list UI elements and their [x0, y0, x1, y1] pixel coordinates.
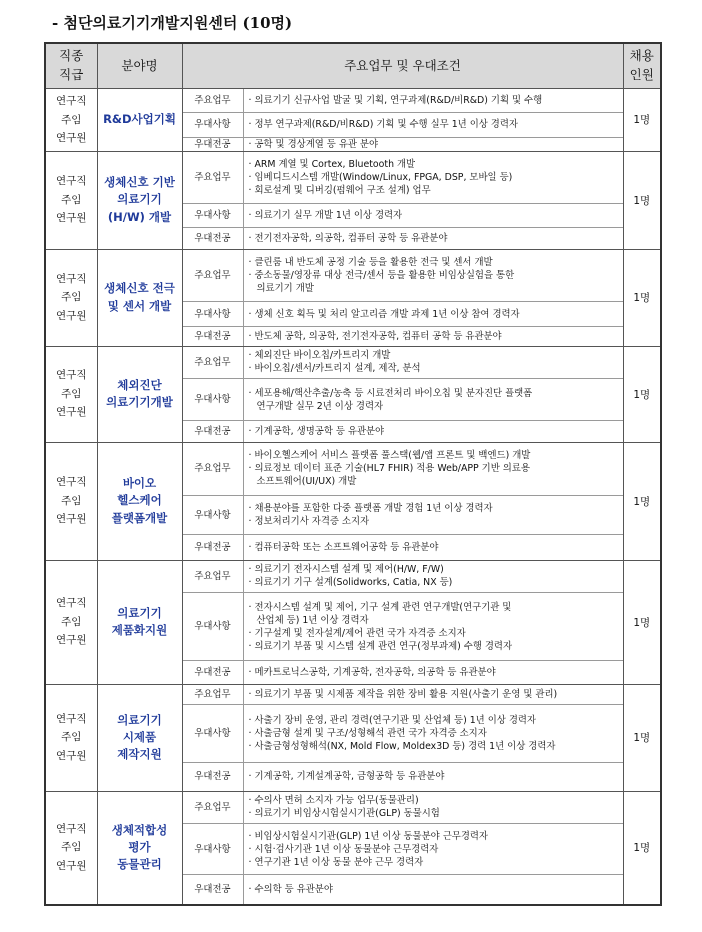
duty-subrow — [183, 705, 623, 763]
duty-category: 우대전공 — [183, 137, 244, 151]
duty-subrow — [183, 228, 623, 249]
duty-line: · 체외진단 바이오칩/카트리지 개발 — [248, 350, 391, 362]
field-name-text: 체외진단 — [117, 377, 162, 392]
position-text: 연구원 — [56, 513, 87, 526]
duty-line: · 공학 및 경상계열 등 유관 분야 — [248, 138, 379, 150]
header-position-line: 직종 — [59, 48, 84, 64]
field-name-text: 생체신호 기반 — [104, 175, 175, 190]
duty-category: 우대전공 — [183, 763, 244, 791]
duty-line: · 사출기 장비 운영, 관리 경력(연구기관 및 산업체 등) 1년 이상 경력자 — [248, 715, 536, 726]
field-name-cell — [97, 684, 182, 791]
duty-subrow — [183, 443, 623, 496]
duty-content — [243, 112, 623, 137]
headcount-cell: 1명 — [623, 442, 661, 560]
position-text: 연구직 — [56, 95, 87, 108]
header-count-line: 인원 — [629, 67, 654, 82]
duty-line: · 메카트로닉스공학, 기계공학, 전자공학, 의공학 등 유관분야 — [248, 666, 496, 678]
field-name-text: 의료기기 — [117, 712, 162, 727]
headcount-cell: 1명 — [623, 151, 661, 249]
field-name-text: 제작지원 — [117, 747, 162, 762]
position-text: 주임 — [61, 731, 82, 744]
position-text: 연구직 — [56, 175, 87, 188]
duties-cell — [182, 560, 623, 684]
duty-subrow — [183, 421, 623, 442]
duty-subrow — [183, 535, 623, 560]
duty-category: 주요업무 — [183, 347, 244, 379]
headcount-cell: 1명 — [623, 249, 661, 346]
duty-line: · 의료기기 신규사업 발굴 및 기획, 연구과제(R&D/비R&D) 기획 및 수행 — [248, 94, 543, 106]
table-row — [45, 560, 661, 684]
field-name-text: 생체신호 전극 — [104, 281, 175, 296]
duties-subtable — [183, 792, 623, 904]
header-duties: 주요업무 및 우대조건 — [182, 43, 623, 89]
headcount-cell: 1명 — [623, 346, 661, 442]
duty-line: · 의료정보 데이터 표준 기술(HL7 FHIR) 적용 Web/APP 기반 의료용 — [248, 463, 530, 475]
field-name-text: 및 센서 개발 — [107, 298, 172, 313]
duty-content — [243, 496, 623, 535]
duty-line: · 사출금형성형해석(NX, Mold Flow, Moldex3D 등) 경력 1년 이상 경력자 — [248, 741, 556, 752]
duties-cell — [182, 346, 623, 442]
position-cell — [45, 560, 97, 684]
duty-category: 우대사항 — [183, 705, 244, 763]
field-name-cell — [97, 151, 182, 249]
duty-line: · 수의학 등 유관분야 — [248, 883, 333, 895]
duty-line: · 비임상시험실시기관(GLP) 1년 이상 동물분야 근무경력자 — [248, 830, 488, 842]
duty-line: · 중소동물/영장류 대상 전극/센서 등을 활용한 비임상실험을 통한 — [248, 269, 515, 281]
headcount-cell: 1명 — [623, 684, 661, 791]
duty-line: · 시험·검사기관 1년 이상 동물분야 근무경력자 — [248, 843, 439, 855]
duties-cell — [182, 791, 623, 905]
position-text: 주임 — [61, 841, 82, 854]
table-row — [45, 89, 661, 152]
duties-cell — [182, 151, 623, 249]
duty-subrow — [183, 89, 623, 112]
position-text: 연구직 — [56, 369, 87, 382]
field-name-text: 평가 — [128, 839, 151, 854]
position-text: 주임 — [61, 494, 82, 507]
position-text: 연구원 — [56, 406, 87, 419]
duty-line: · 기계공학, 생명공학 등 유관분야 — [248, 425, 385, 437]
duty-category: 우대사항 — [183, 593, 244, 661]
duty-category: 주요업무 — [183, 89, 244, 112]
duty-category: 주요업무 — [183, 685, 244, 705]
header-count-line: 채용 — [629, 48, 654, 64]
duty-line: · 전자시스템 설계 및 제어, 기구 설계 관련 연구개발(연구기관 및 — [248, 601, 512, 613]
position-text: 연구직 — [56, 476, 87, 489]
duty-line: · 반도체 공학, 의공학, 전기전자공학, 컴퓨터 공학 등 유관분야 — [248, 330, 502, 342]
duty-subrow — [183, 347, 623, 379]
duty-line: · 바이오헬스케어 서비스 플랫폼 풀스택(웹/앱 프론트 및 백엔드) 개발 — [248, 450, 531, 462]
duty-category: 우대사항 — [183, 204, 244, 228]
duty-line: · 임베디드시스템 개발(Window/Linux, FPGA, DSP, 모바일 등) — [248, 171, 513, 183]
field-name-text: 동물관리 — [117, 857, 162, 872]
duty-line: · 의료기기 실무 개발 1년 이상 경력자 — [248, 210, 403, 221]
duty-content — [243, 421, 623, 442]
position-text: 연구원 — [56, 634, 87, 647]
field-name-text: 제품화지원 — [111, 623, 168, 637]
table-row — [45, 442, 661, 560]
table-row — [45, 249, 661, 346]
field-name-cell — [97, 791, 182, 905]
duties-cell — [182, 249, 623, 346]
duty-line: · 채용분야를 포함한 다중 플랫폼 개발 경험 1년 이상 경력자 — [248, 503, 493, 514]
duty-line: · 의료기기 부품 및 시스템 설계 관련 연구(정부과제) 수행 경력자 — [248, 640, 513, 652]
duties-subtable — [183, 89, 623, 151]
duty-subrow — [183, 561, 623, 593]
duty-content — [243, 561, 623, 593]
position-cell — [45, 684, 97, 791]
duty-category: 우대전공 — [183, 661, 244, 684]
field-name-text: 의료기기개발 — [106, 395, 173, 409]
duty-content — [243, 379, 623, 421]
field-name-cell — [97, 89, 182, 152]
position-cell — [45, 791, 97, 905]
duty-subrow — [183, 763, 623, 791]
duties-subtable — [183, 443, 623, 560]
duty-content — [243, 152, 623, 204]
duty-category: 주요업무 — [183, 443, 244, 496]
duty-subrow — [183, 824, 623, 875]
duty-category: 주요업무 — [183, 561, 244, 593]
duty-content — [243, 705, 623, 763]
position-text: 연구원 — [56, 859, 87, 872]
duties-subtable — [183, 347, 623, 442]
field-name-text: 의료기기 — [117, 605, 162, 620]
duty-line: · 의료기기 기구 설계(Solidworks, Catia, NX 등) — [248, 577, 453, 589]
headcount-cell: 1명 — [623, 791, 661, 905]
duty-content — [243, 824, 623, 875]
duty-subrow — [183, 137, 623, 151]
position-text: 연구직 — [56, 822, 87, 835]
position-cell — [45, 442, 97, 560]
table-row — [45, 346, 661, 442]
duty-content — [243, 875, 623, 904]
field-name-text: R&D사업기획 — [103, 112, 176, 127]
duty-line: 소프트웨어(UI/UX) 개발 — [256, 476, 357, 488]
position-text: 연구직 — [56, 272, 87, 285]
position-text: 연구원 — [56, 212, 87, 225]
duty-category: 우대전공 — [183, 875, 244, 904]
duties-subtable — [183, 561, 623, 684]
position-cell — [45, 346, 97, 442]
duty-category: 우대사항 — [183, 112, 244, 137]
duties-subtable — [183, 152, 623, 249]
table-row — [45, 684, 661, 791]
position-text: 연구원 — [56, 309, 87, 322]
duty-line: · 기계공학, 기계설계공학, 금형공학 등 유관분야 — [248, 771, 445, 783]
headcount-cell: 1명 — [623, 89, 661, 152]
duty-category: 우대사항 — [183, 379, 244, 421]
duty-subrow — [183, 302, 623, 327]
duty-category: 우대사항 — [183, 302, 244, 327]
position-text: 주임 — [61, 387, 82, 400]
duties-subtable — [183, 250, 623, 346]
position-cell — [45, 249, 97, 346]
duty-subrow — [183, 112, 623, 137]
duty-category: 우대사항 — [183, 824, 244, 875]
field-name-cell — [97, 442, 182, 560]
duty-content — [243, 228, 623, 249]
duty-line: · 생체 신호 획득 및 처리 알고리즘 개발 과제 1년 이상 참여 경력자 — [248, 308, 520, 320]
position-text: 연구직 — [56, 712, 87, 725]
duty-line: · 기구설계 및 전자설계/제어 관련 국가 자격증 소지자 — [248, 627, 466, 639]
duty-subrow — [183, 327, 623, 346]
duty-category: 우대전공 — [183, 421, 244, 442]
duty-subrow — [183, 379, 623, 421]
duty-subrow — [183, 496, 623, 535]
position-text: 주임 — [61, 113, 82, 126]
duty-content — [243, 685, 623, 705]
header-position-line: 직급 — [59, 67, 84, 82]
header-count — [623, 43, 661, 89]
position-text: 주임 — [61, 291, 82, 304]
duty-category: 우대전공 — [183, 327, 244, 346]
field-name-text: 헬스케어 — [117, 493, 162, 508]
duty-subrow — [183, 152, 623, 204]
position-text: 연구원 — [56, 749, 87, 762]
duty-line: · 회로설계 및 디버깅(펌웨어 구조 설계) 업무 — [248, 184, 431, 196]
field-name-cell — [97, 560, 182, 684]
duty-line: · 세포용해/핵산추출/농축 등 시료전처리 바이오칩 및 분자진단 플랫폼 — [248, 387, 533, 399]
duty-line: · 컴퓨터공학 또는 소프트웨어공학 등 유관분야 — [248, 541, 439, 553]
duty-category: 주요업무 — [183, 152, 244, 204]
table-row — [45, 151, 661, 249]
duty-line: · 의료기기 비임상시험실시기관(GLP) 동물시험 — [248, 808, 440, 820]
field-name-text: 의료기기 — [117, 192, 162, 207]
duty-subrow — [183, 661, 623, 684]
duty-content — [243, 89, 623, 112]
duty-line: 연구개발 실무 2년 이상 경력자 — [256, 400, 384, 412]
duty-line: · 의료기기 전자시스템 설계 및 제어(H/W, F/W) — [248, 564, 444, 576]
duty-content — [243, 327, 623, 346]
duty-line: 산업체 등) 1년 이상 경력자 — [256, 614, 369, 626]
field-name-text: 시제품 — [122, 729, 157, 744]
headcount-cell: 1명 — [623, 560, 661, 684]
duty-content — [243, 204, 623, 228]
duty-category: 우대전공 — [183, 535, 244, 560]
position-cell — [45, 89, 97, 152]
duty-line: · 정보처리기사 자격증 소지자 — [248, 516, 370, 527]
duty-content — [243, 593, 623, 661]
table-row — [45, 791, 661, 905]
position-text: 연구원 — [56, 131, 87, 144]
duties-subtable — [183, 685, 623, 791]
section-title: - 첨단의료기기개발지원센터 (10명) — [52, 14, 293, 32]
duty-content — [243, 443, 623, 496]
position-text: 주임 — [61, 193, 82, 206]
position-cell — [45, 151, 97, 249]
field-name-cell — [97, 249, 182, 346]
field-name-text: 플랫폼개발 — [111, 510, 168, 525]
duty-subrow — [183, 204, 623, 228]
duty-content — [243, 137, 623, 151]
duty-line: · 수의사 면허 소지자 가능 업무(동물관리) — [248, 795, 419, 807]
duty-subrow — [183, 792, 623, 824]
duty-content — [243, 347, 623, 379]
duties-cell — [182, 684, 623, 791]
duty-subrow — [183, 250, 623, 302]
table-body — [45, 89, 661, 905]
duty-content — [243, 302, 623, 327]
position-text: 연구직 — [56, 597, 87, 610]
duty-content — [243, 535, 623, 560]
header-field: 분야명 — [97, 43, 182, 89]
header-position — [45, 43, 97, 89]
duty-subrow — [183, 593, 623, 661]
duty-category: 우대사항 — [183, 496, 244, 535]
duty-content — [243, 792, 623, 824]
duty-line: · 전기전자공학, 의공학, 컴퓨터 공학 등 유관분야 — [248, 232, 448, 244]
duty-line: · 사출금형 설계 및 구조/성형해석 관련 국가 자격증 소지자 — [248, 728, 487, 739]
field-name-text: 바이오 — [122, 476, 157, 491]
duty-content — [243, 250, 623, 302]
duty-category: 우대전공 — [183, 228, 244, 249]
recruitment-table — [44, 42, 662, 906]
duty-line: 의료기기 개발 — [256, 282, 314, 294]
duty-line: · 클린룸 내 반도체 공정 기술 등을 활용한 전극 및 센서 개발 — [248, 256, 493, 268]
duty-line: · ARM 계열 및 Cortex, Bluetooth 개발 — [248, 158, 416, 170]
position-text: 주임 — [61, 615, 82, 628]
duty-line: · 정부 연구과제(R&D/비R&D) 기획 및 수행 실무 1년 이상 경력자 — [248, 119, 518, 130]
duty-content — [243, 661, 623, 684]
field-name-text: 생체적합성 — [111, 822, 168, 837]
duty-category: 주요업무 — [183, 250, 244, 302]
field-name-text: (H/W) 개발 — [107, 209, 172, 224]
duty-category: 주요업무 — [183, 792, 244, 824]
duty-subrow — [183, 685, 623, 705]
duty-content — [243, 763, 623, 791]
field-name-cell — [97, 346, 182, 442]
header-row — [45, 43, 661, 89]
duties-cell — [182, 89, 623, 152]
duties-cell — [182, 442, 623, 560]
duty-line: · 바이오칩/센서/카트리지 설계, 제작, 분석 — [248, 363, 421, 375]
duty-line: · 연구기관 1년 이상 동물 분야 근무 경력자 — [248, 856, 424, 868]
duty-line: · 의료기기 부품 및 시제품 제작을 위한 장비 활용 지원(사출기 운영 및 관리) — [248, 688, 558, 700]
duty-subrow — [183, 875, 623, 904]
